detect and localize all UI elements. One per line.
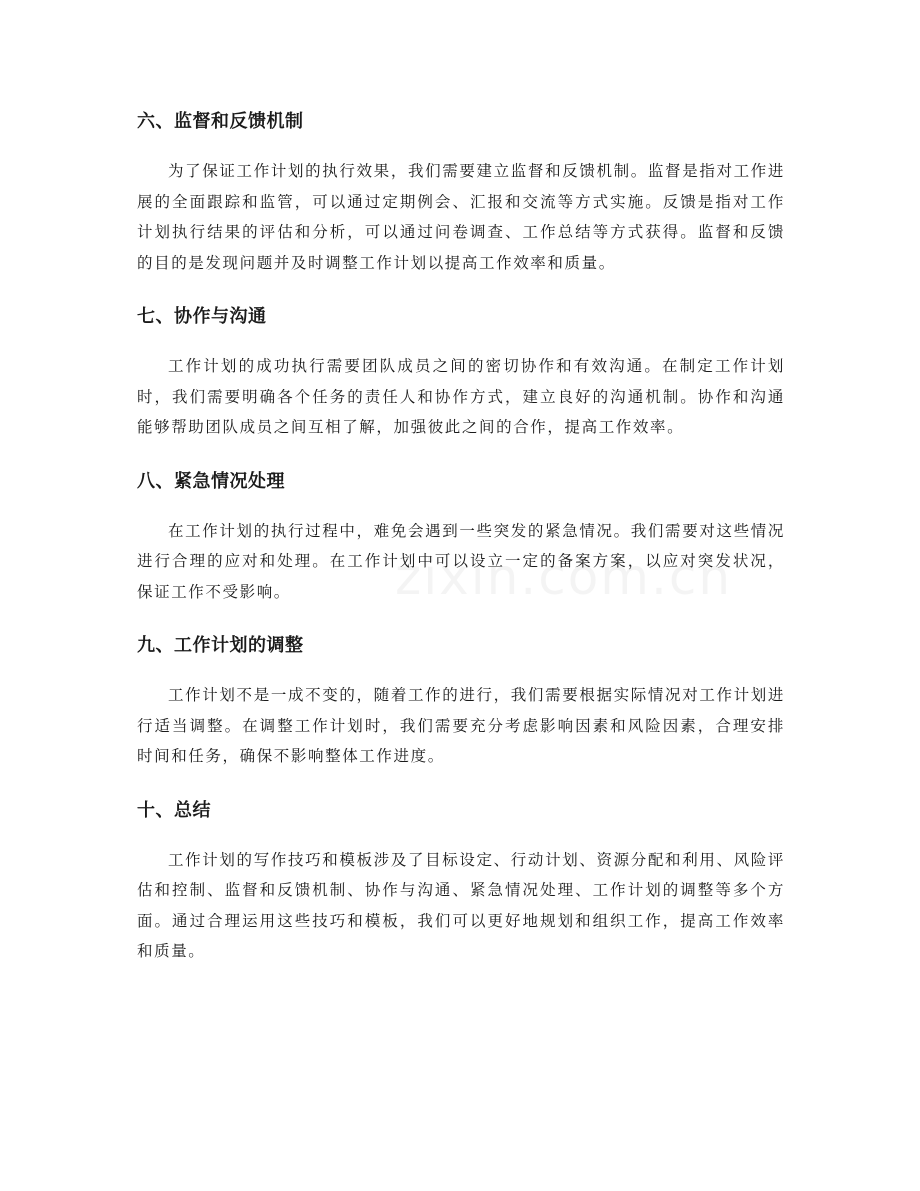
- section-plan-adjustment: [137, 630, 785, 772]
- section-heading: 十、总结: [137, 799, 211, 821]
- section-collaboration-communication: [137, 301, 785, 443]
- document-body: [137, 106, 785, 990]
- section-heading: 九、工作计划的调整: [137, 635, 304, 656]
- section-supervision-feedback: [137, 106, 785, 278]
- section-heading: 七、协作与沟通: [137, 306, 267, 327]
- section-paragraph: 为了保证工作计划的执行效果，我们需要建立监督和反馈机制。监督是指对工作进展的全面跟踪和监管，可以通过定期例会、汇报和交流等方式实施。反馈是指对工作计划执行结果的评估和分析，可以通过问卷调查、工作总结等方式获得。监督和反馈的目的是发现问题并及时调整工作计划以提高工作效率和质量。: [137, 162, 785, 272]
- section-paragraph: 工作计划的成功执行需要团队成员之间的密切协作和有效沟通。在制定工作计划时，我们需要明确各个任务的责任人和协作方式，建立良好的沟通机制。协作和沟通能够帮助团队成员之间互相了解，加强彼此之间的合作，提高工作效率。: [137, 357, 785, 436]
- section-heading: 六、监督和反馈机制: [137, 111, 304, 132]
- section-heading: 八、紧急情况处理: [137, 470, 285, 492]
- section-paragraph: 工作计划不是一成不变的，随着工作的进行，我们需要根据实际情况对工作计划进行适当调整。在调整工作计划时，我们需要充分考虑影响因素和风险因素，合理安排时间和任务，确保不影响整体工作进度。: [137, 686, 785, 765]
- section-summary: [137, 795, 785, 967]
- section-emergency-handling: [137, 466, 785, 608]
- section-paragraph: 工作计划的写作技巧和模板涉及了目标设定、行动计划、资源分配和利用、风险评估和控制、监督和反馈机制、协作与沟通、紧急情况处理、工作计划的调整等多个方面。通过合理运用这些技巧和模板，我们可以更好地规划和组织工作，提高工作效率和质量。: [137, 850, 785, 960]
- section-paragraph: 在工作计划的执行过程中，难免会遇到一些突发的紧急情况。我们需要对这些情况进行合理的应对和处理。在工作计划中可以设立一定的备案方案，以应对突发状况，保证工作不受影响。: [137, 521, 785, 601]
